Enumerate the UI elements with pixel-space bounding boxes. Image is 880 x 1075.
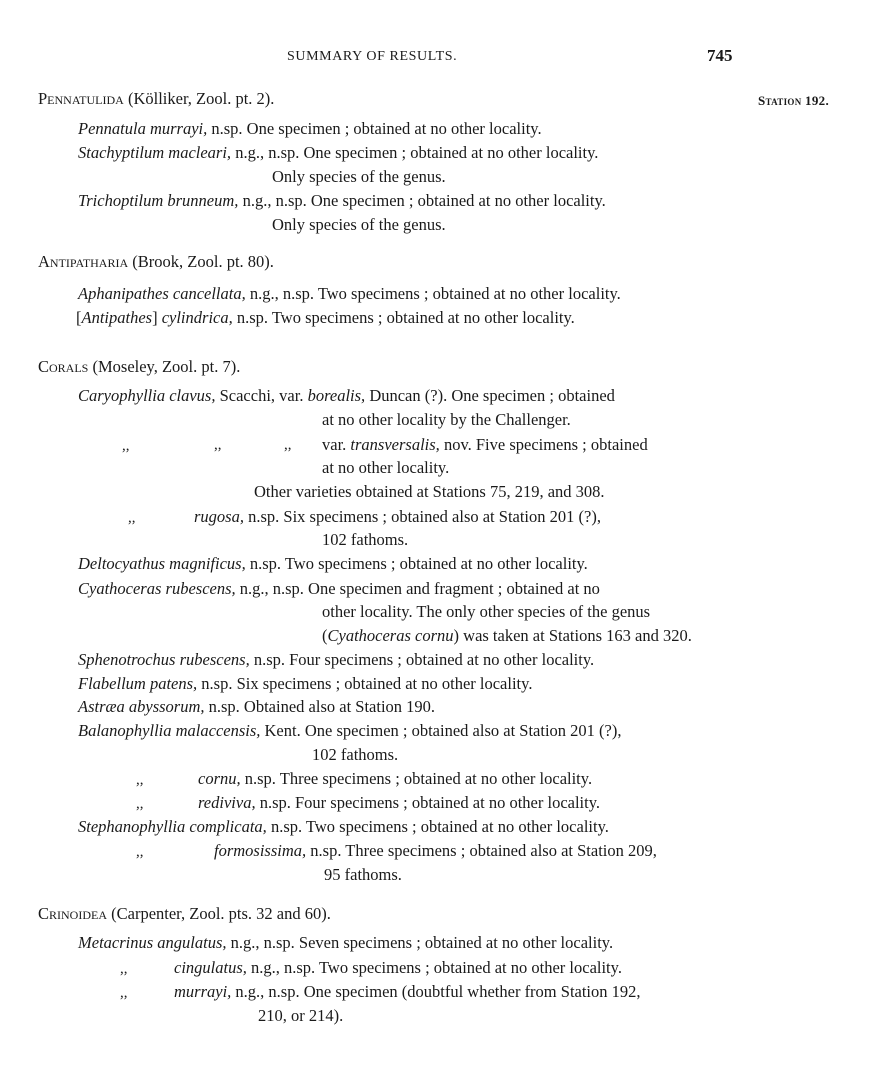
heading-label: Antipatharia (38, 252, 129, 271)
entry-continuation: 102 fathoms. (312, 745, 399, 764)
ditto-mark: ,, (136, 772, 144, 788)
entry-line (78, 118, 542, 140)
species-name: Metacrinus angulatus, (78, 933, 227, 952)
entry-text: n.g., n.sp. Two specimens ; obtained at no other locality. (245, 284, 621, 303)
entry-text: n.sp. Four specimens ; obtained at no other locality. (255, 793, 601, 812)
heading-authority: (Carpenter, Zool. pts. 32 and 60). (107, 904, 331, 923)
variety-name: borealis, (307, 386, 366, 405)
ditto-mark: ,, (120, 985, 128, 1001)
ditto-mark: ,, (136, 796, 144, 812)
species-name: Stachyptilum macleari, (78, 143, 232, 162)
ditto-mark: ,, (136, 844, 144, 860)
entry-continuation: other locality. The only other species of the genus (322, 602, 651, 621)
entry-body (214, 840, 657, 862)
section-heading-crinoidea (38, 903, 331, 925)
entry-line (136, 768, 593, 791)
entry-line (78, 649, 594, 671)
bracket-open: [ (76, 308, 82, 327)
entry-continuation: at no other locality. (322, 458, 450, 477)
species-name: Caryophyllia clavus, (78, 386, 216, 405)
entry-text: Duncan (?). One specimen ; obtained (365, 386, 615, 405)
ditto-mark: ,, (128, 510, 136, 526)
entry-text: n.sp. Two specimens ; obtained at no other locality. (266, 817, 609, 836)
section-heading-pennatulida (38, 88, 274, 110)
ditto-mark: ,, (120, 961, 128, 977)
entry-text: Scacchi, var. (215, 386, 308, 405)
ditto-mark: ,, (284, 437, 292, 453)
ditto-mark: ,, (214, 437, 222, 453)
entry-text: n.sp. Three specimens ; obtained at no other locality. (240, 769, 593, 788)
entry-line (78, 385, 615, 407)
species-name: Cyathoceras rubescens, (78, 579, 236, 598)
species-name: murrayi, (174, 982, 232, 1001)
species-name: Pennatula murrayi, (78, 119, 208, 138)
species-name: Deltocyathus magnificus, (78, 554, 246, 573)
entry-line (78, 142, 598, 164)
entry-text: n.g., n.sp. One specimen (doubtful whether from Station 192, (231, 982, 641, 1001)
running-header-title: SUMMARY OF RESULTS. (287, 49, 458, 64)
entry-continuation: 210, or 214). (258, 1006, 344, 1025)
entry-text: n.sp. Six specimens ; obtained also at Station 201 (?), (243, 507, 601, 526)
entry-line (78, 283, 621, 305)
entry-text: n.g., n.sp. One specimen and fragment ; obtained at no (235, 579, 600, 598)
entry-line (78, 816, 609, 838)
entry-continuation (322, 625, 692, 647)
species-name: cornu, (198, 769, 241, 788)
species-name: Cyathoceras cornu (327, 626, 454, 645)
species-name: formosissima, (214, 841, 307, 860)
species-name: cylindrica, (157, 308, 233, 327)
entry-continuation: Only species of the genus. (272, 215, 446, 234)
species-name: rediviva, (198, 793, 256, 812)
variety-name: transversalis, (350, 435, 440, 454)
heading-authority: (Moseley, Zool. pt. 7). (88, 357, 241, 376)
genus-name: Antipathes (81, 308, 153, 327)
entry-text: n.sp. Obtained also at Station 190. (204, 697, 436, 716)
entry-line (128, 506, 601, 529)
entry-continuation: 95 fathoms. (324, 865, 402, 884)
heading-authority: (Kölliker, Zool. pt. 2). (123, 89, 275, 108)
species-name: cingulatus, (174, 958, 247, 977)
species-name: Aphanipathes cancellata, (78, 284, 246, 303)
entry-text: n.sp. Three specimens ; obtained also at Station 209, (306, 841, 657, 860)
entry-line (78, 190, 606, 212)
bracket-close: ] (152, 308, 158, 327)
heading-label: Pennatulida (38, 89, 124, 108)
entry-text: Kent. One specimen ; obtained also at Station 201 (?), (260, 721, 622, 740)
entry-continuation: 102 fathoms. (322, 530, 409, 549)
heading-label: Corals (38, 357, 89, 376)
species-name: Stephanophyllia complicata, (78, 817, 267, 836)
species-name: Astræa abyssorum, (78, 697, 205, 716)
entry-body (174, 981, 641, 1003)
paren-open: ( (322, 626, 328, 645)
entry-text: n.sp. Two specimens ; obtained at no other locality. (245, 554, 588, 573)
entry-text: n.sp. Six specimens ; obtained at no other locality. (197, 674, 533, 693)
entry-text: n.g., n.sp. Two specimens ; obtained at no other locality. (246, 958, 622, 977)
section-heading-antipatharia (38, 251, 274, 273)
species-name: Flabellum patens, (78, 674, 198, 693)
station-margin-label: Station 192. (758, 93, 830, 108)
variety-clause (322, 434, 648, 456)
entry-continuation: at no other locality by the Challenger. (322, 410, 571, 429)
entry-text: n.g., n.sp. One specimen ; obtained at no other locality. (238, 191, 606, 210)
entry-line (120, 957, 622, 980)
entry-line (78, 932, 613, 954)
entry-note: Other varieties obtained at Stations 75, 219, and 308. (254, 482, 605, 501)
entry-line (136, 792, 601, 815)
ditto-mark: ,, (122, 438, 130, 454)
entry-body (198, 792, 600, 814)
species-name: Sphenotrochus rubescens, (78, 650, 250, 669)
entry-line (76, 307, 575, 329)
entry-body (194, 506, 601, 528)
entry-text: n.g., n.sp. Seven specimens ; obtained at no other locality. (226, 933, 614, 952)
entry-text: ) was taken at Stations 163 and 320. (453, 626, 692, 645)
species-name: Balanophyllia malaccensis, (78, 721, 261, 740)
entry-body (174, 957, 622, 979)
entry-line (78, 673, 532, 695)
var-prefix: var. (322, 435, 351, 454)
entry-text: n.sp. One specimen ; obtained at no other locality. (207, 119, 542, 138)
species-name: rugosa, (194, 507, 244, 526)
entry-line (78, 696, 435, 718)
heading-label: Crinoidea (38, 904, 107, 923)
species-name: Trichoptilum brunneum, (78, 191, 239, 210)
entry-line (78, 720, 621, 742)
entry-line (120, 981, 641, 1004)
entry-continuation: Only species of the genus. (272, 167, 446, 186)
page-number: 745 (707, 46, 733, 65)
entry-line (78, 578, 600, 600)
section-heading-corals (38, 356, 240, 378)
entry-text: n.sp. Two specimens ; obtained at no other locality. (232, 308, 575, 327)
entry-body (198, 768, 592, 790)
entry-text: n.g., n.sp. One specimen ; obtained at no other locality. (231, 143, 599, 162)
entry-line (122, 434, 648, 457)
entry-line (136, 840, 657, 863)
heading-authority: (Brook, Zool. pt. 80). (128, 252, 274, 271)
entry-line (78, 553, 588, 575)
entry-text: nov. Five specimens ; obtained (439, 435, 648, 454)
entry-text: n.sp. Four specimens ; obtained at no other locality. (249, 650, 595, 669)
